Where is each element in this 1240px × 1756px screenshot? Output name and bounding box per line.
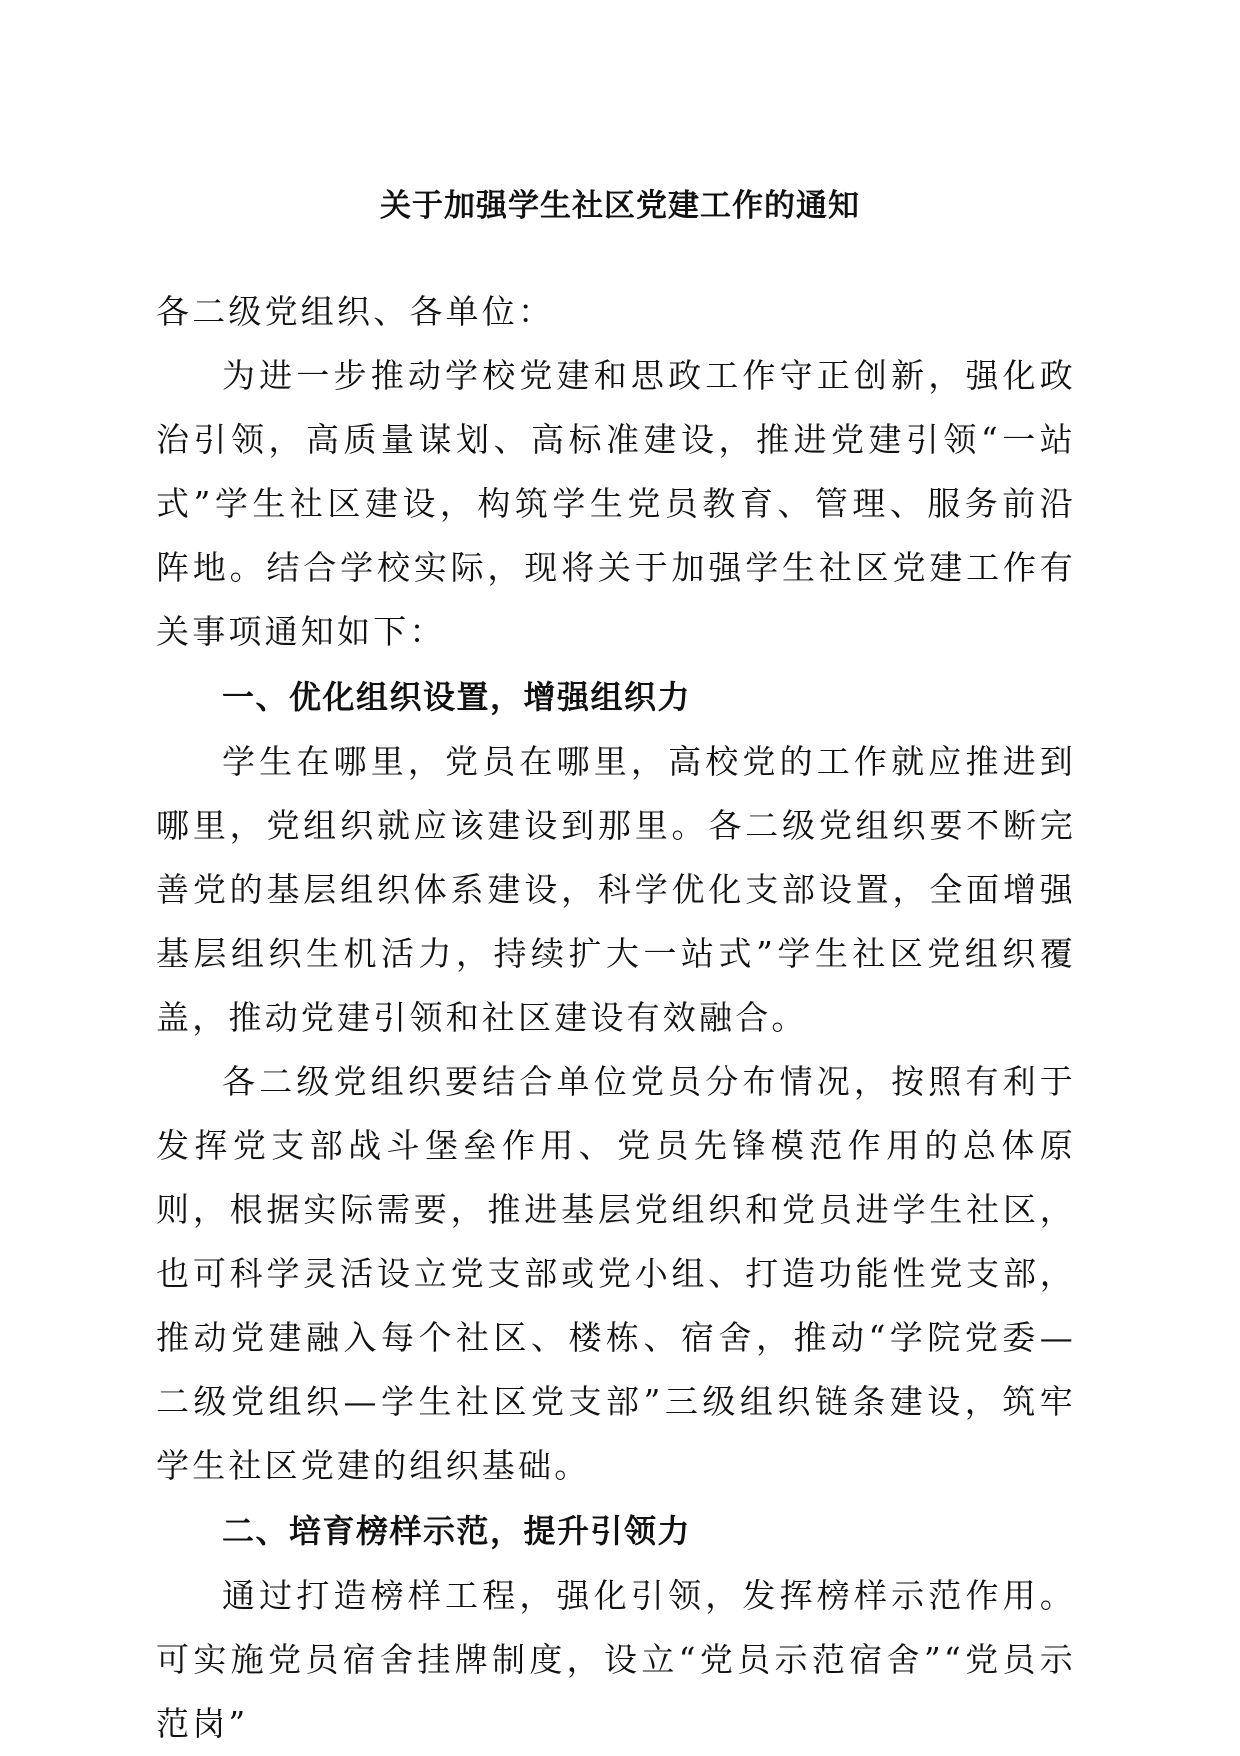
- section-2-heading: 二、培育榜样示范，提升引领力: [222, 1512, 692, 1550]
- section-1-heading: 一、优化组织设置，增强组织力: [222, 678, 692, 716]
- section-2-paragraph-1: 通过打造榜样工程，强化引领，发挥榜样示范作用。可实施党员宿舍挂牌制度，设立“党员示范宿舍”“党员示范岗”: [156, 1576, 1076, 1743]
- section-1-paragraph-2: 各二级党组织要结合单位党员分布情况，按照有利于发挥党支部战斗堡垒作用、党员先锋模范作用的总体原则，根据实际需要，推进基层党组织和党员进学生社区，也可科学灵活设立党支部或党小组、打造功能性党支部，推动党建融入每个社区、楼栋、宿舍，推动“学院党委—二级党组织—学生社区党支部”三级组织链条建设，筑牢学生社区党建的组织基础。: [156, 1062, 1076, 1485]
- salutation: 各二级党组织、各单位：: [156, 292, 555, 331]
- document-title: 关于加强学生社区党建工作的通知: [380, 188, 860, 224]
- section-1-paragraph-1: 学生在哪里，党员在哪里，高校党的工作就应推进到哪里，党组织就应该建设到那里。各二级党组织要不断完善党的基层组织体系建设，科学优化支部设置，全面增强基层组织生机活力，持续扩大一站式”学生社区党组织覆盖，推动党建引领和社区建设有效融合。: [156, 742, 1076, 1037]
- intro-paragraph: 为进一步推动学校党建和思政工作守正创新，强化政治引领，高质量谋划、高标准建设，推进党建引领“一站式”学生社区建设，构筑学生党员教育、管理、服务前沿阵地。结合学校实际，现将关于加强学生社区党建工作有关事项通知如下：: [156, 356, 1076, 651]
- document-body: [156, 280, 1076, 1756]
